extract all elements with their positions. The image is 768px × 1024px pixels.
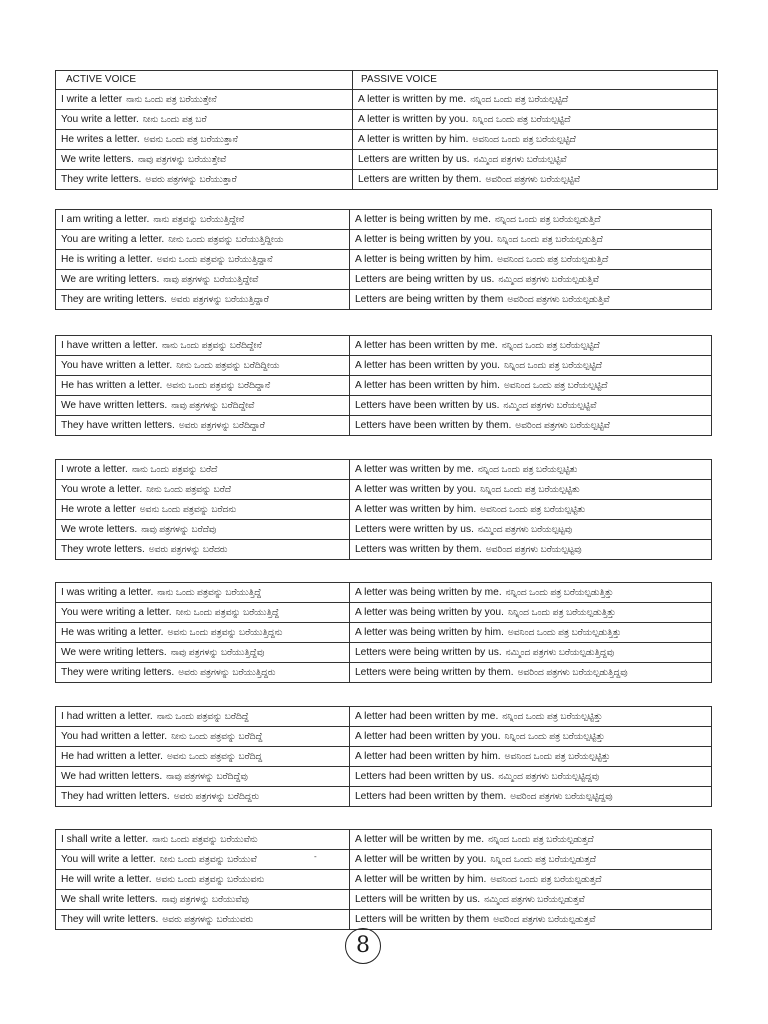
table-row [56,150,718,170]
english-sentence: A letter was written by him. [355,504,477,515]
kannada-translation: ಅವನಿಂದ ಒಂದು ಪತ್ರ ಬರೆಯಲ್ಪಟ್ಟಿದೆ [472,134,576,144]
voice-table-simple-present [55,70,718,190]
kannada-translation: ಅವನು ಒಂದು ಪತ್ರವನ್ನು ಬರೆಯುತ್ತಿದ್ದಾನೆ [156,254,273,264]
passive-voice-cell [350,500,712,520]
table-row [56,623,712,643]
active-voice-cell [56,623,350,643]
active-voice-cell [56,290,350,310]
passive-voice-cell [350,250,712,270]
english-sentence: I write a letter [61,94,123,105]
active-voice-cell [56,747,350,767]
active-voice-cell [56,663,350,683]
english-sentence: Letters were being written by them. [355,667,514,678]
active-voice-cell [56,416,350,436]
table-row [56,643,712,663]
kannada-translation: ಅವನಿಂದ ಒಂದು ಪತ್ರ ಬರೆಯಲ್ಪಡುತ್ತಿತ್ತು [507,627,622,637]
table-row [56,376,712,396]
kannada-translation: ನಿನ್ನಿಂದ ಒಂದು ಪತ್ರ ಬರೆಯಲ್ಪಡುತ್ತದೆ [490,854,596,864]
passive-voice-cell [353,110,718,130]
english-sentence: We wrote letters. [61,524,138,535]
kannada-translation: ನನ್ನಿಂದ ಒಂದು ಪತ್ರ ಬರೆಯಲ್ಪಟ್ಟಿತು [477,464,578,474]
kannada-translation: ನಮ್ಮಿಂದ ಪತ್ರಗಳು ಬರೆಯಲ್ಪಡುತ್ತಿವೆ [498,274,599,284]
table-row [56,500,712,520]
stray-pen-mark: - [314,852,317,861]
english-sentence: They have written letters. [61,420,175,431]
kannada-translation: ಅವನು ಒಂದು ಪತ್ರವನ್ನು ಬರೆಯುವನು [155,874,265,884]
kannada-translation: ನಾನು ಒಂದು ಪತ್ರವನ್ನು ಬರೆದಿದ್ದೇನೆ [161,340,262,350]
table-row [56,460,712,480]
english-sentence: We have written letters. [61,400,168,411]
table-row [56,396,712,416]
table-row [56,727,712,747]
table-row [56,130,718,150]
kannada-translation: ನಾನು ಪತ್ರವನ್ನು ಬರೆಯುತ್ತಿದ್ದೇನೆ [153,214,245,224]
passive-voice-cell [350,376,712,396]
passive-voice-cell [350,270,712,290]
table-row [56,910,712,930]
passive-voice-cell [350,663,712,683]
table-row [56,416,712,436]
kannada-translation: ನಿನ್ನಿಂದ ಒಂದು ಪತ್ರ ಬರೆಯಲ್ಪಡುತ್ತಿದೆ [497,234,603,244]
kannada-translation: ನಾನು ಒಂದು ಪತ್ರವನ್ನು ಬರೆದಿದ್ದೆ [156,711,249,721]
passive-voice-cell [350,336,712,356]
kannada-translation: ನಾವು ಪತ್ರಗಳನ್ನು ಬರೆದೆವು [141,524,217,534]
kannada-translation: ನೀನು ಒಂದು ಪತ್ರವನ್ನು ಬರೆಯುತ್ತಿದ್ದೀಯ [168,234,284,244]
voice-table-present-continuous [55,209,712,310]
english-sentence: You write a letter. [61,114,139,125]
kannada-translation: ಅವರು ಪತ್ರಗಳನ್ನು ಬರೆಯುವರು [162,914,254,924]
english-sentence: He had written a letter. [61,751,163,762]
english-sentence: A letter was being written by him. [355,627,504,638]
active-voice-cell [56,540,350,560]
english-sentence: I was writing a letter. [61,587,154,598]
english-sentence: We were writing letters. [61,647,167,658]
english-sentence: Letters are being written by us. [355,274,495,285]
table-row [56,663,712,683]
kannada-translation: ನಿನ್ನಿಂದ ಒಂದು ಪತ್ರ ಬರೆಯಲ್ಪಟ್ಟಿದೆ [472,114,571,124]
kannada-translation: ನಮ್ಮಿಂದ ಪತ್ರಗಳು ಬರೆಯಲ್ಪಟ್ಟಿವೆ [503,400,597,410]
page-number: 8 [345,928,381,964]
english-sentence: You had written a letter. [61,731,168,742]
table-row [56,787,712,807]
table-row [56,90,718,110]
kannada-translation: ನೀನು ಒಂದು ಪತ್ರವನ್ನು ಬರೆದೆ [146,484,232,494]
table-row [56,850,712,870]
table-row [56,170,718,190]
table-row [56,230,712,250]
english-sentence: A letter is written by him. [358,134,469,145]
kannada-translation: ನಮ್ಮಿಂದ ಪತ್ರಗಳು ಬರೆಯಲ್ಪಟ್ಟವು [477,524,573,534]
voice-table-present-perfect [55,335,712,436]
kannada-translation: ಅವರಿಂದ ಪತ್ರಗಳು ಬರೆಯಲ್ಪಟ್ಟಿವೆ [515,420,610,430]
english-sentence: He will write a letter. [61,874,152,885]
english-sentence: A letter will be written by you. [355,854,487,865]
passive-voice-cell [353,130,718,150]
kannada-translation: ಅವರಿಂದ ಪತ್ರಗಳು ಬರೆಯಲ್ಪಟ್ಟಿದ್ದವು [510,791,613,801]
table-row [56,480,712,500]
kannada-translation: ಅವನಿಂದ ಒಂದು ಪತ್ರ ಬರೆಯಲ್ಪಡುತ್ತಿದೆ [497,254,609,264]
kannada-translation: ಅವರು ಪತ್ರಗಳನ್ನು ಬರೆದರು [148,544,228,554]
english-sentence: Letters have been written by us. [355,400,500,411]
active-voice-cell [56,230,350,250]
active-voice-cell [56,910,350,930]
active-voice-cell [56,830,350,850]
kannada-translation: ಅವರಿಂದ ಪತ್ರಗಳು ಬರೆಯಲ್ಪಡುತ್ತಿವೆ [507,294,610,304]
english-sentence: He is writing a letter. [61,254,153,265]
english-sentence: We are writing letters. [61,274,160,285]
english-sentence: A letter had been written by him. [355,751,501,762]
table-row [56,290,712,310]
kannada-translation: ನಾವು ಪತ್ರಗಳನ್ನು ಬರೆಯುತ್ತೇವೆ [137,154,227,164]
kannada-translation: ನಮ್ಮಿಂದ ಪತ್ರಗಳು ಬರೆಯಲ್ಪಡುತ್ತವೆ [484,894,585,904]
passive-voice-cell [350,460,712,480]
passive-voice-cell [350,890,712,910]
english-sentence: He wrote a letter [61,504,136,515]
kannada-translation: ನಾವು ಪತ್ರಗಳನ್ನು ಬರೆದಿದ್ದೇವೆ [171,400,255,410]
active-voice-cell [56,356,350,376]
active-voice-cell [56,787,350,807]
active-voice-cell [56,727,350,747]
passive-voice-cell [350,290,712,310]
passive-voice-cell [350,643,712,663]
english-sentence: They were writing letters. [61,667,175,678]
passive-voice-cell [350,767,712,787]
table-row [56,767,712,787]
english-sentence: A letter is being written by you. [355,234,494,245]
passive-voice-cell [350,830,712,850]
active-voice-cell [56,110,353,130]
kannada-translation: ನನ್ನಿಂದ ಒಂದು ಪತ್ರ ಬರೆಯಲ್ಪಟ್ಟಿದೆ [501,340,600,350]
active-voice-cell [56,583,350,603]
kannada-translation: ನಾವು ಪತ್ರಗಳನ್ನು ಬರೆಯುತ್ತಿದ್ದೆವು [170,647,265,657]
active-voice-cell [56,170,353,190]
english-sentence: Letters will be written by us. [355,894,481,905]
kannada-translation: ನನ್ನಿಂದ ಒಂದು ಪತ್ರ ಬರೆಯಲ್ಪಟ್ಟಿತ್ತು [502,711,603,721]
english-sentence: A letter had been written by me. [355,711,499,722]
kannada-translation: ನಮ್ಮಿಂದ ಪತ್ರಗಳು ಬರೆಯಲ್ಪಡುತ್ತಿದ್ದವು [505,647,615,657]
english-sentence: I have written a letter. [61,340,158,351]
passive-voice-cell [350,416,712,436]
passive-voice-cell [350,230,712,250]
active-voice-cell [56,500,350,520]
passive-voice-cell [353,90,718,110]
english-sentence: A letter is being written by me. [355,214,491,225]
english-sentence: A letter has been written by him. [355,380,500,391]
kannada-translation: ಅವರು ಪತ್ರಗಳನ್ನು ಬರೆದಿದ್ದಾರೆ [178,420,265,430]
passive-voice-cell [350,603,712,623]
english-sentence: You have written a letter. [61,360,173,371]
table-row [56,250,712,270]
table-row [56,210,712,230]
english-sentence: He has written a letter. [61,380,163,391]
passive-voice-cell [350,396,712,416]
passive-voice-cell [350,480,712,500]
kannada-translation: ನನ್ನಿಂದ ಒಂದು ಪತ್ರ ಬರೆಯಲ್ಪಡುತ್ತದೆ [488,834,594,844]
kannada-translation: ನಮ್ಮಿಂದ ಪತ್ರಗಳು ಬರೆಯಲ್ಪಟ್ಟಿದ್ದವು [498,771,600,781]
english-sentence: A letter will be written by him. [355,874,487,885]
english-sentence: They write letters. [61,174,142,185]
table-row [56,747,712,767]
passive-voice-cell [350,870,712,890]
english-sentence: Letters will be written by them [355,914,490,925]
active-voice-cell [56,270,350,290]
english-sentence: Letters have been written by them. [355,420,512,431]
active-voice-cell [56,376,350,396]
active-voice-cell [56,767,350,787]
active-voice-cell [56,643,350,663]
english-sentence: A letter is written by me. [358,94,467,105]
active-voice-cell [56,250,350,270]
kannada-translation: ಅವರು ಪತ್ರಗಳನ್ನು ಬರೆಯುತ್ತಿದ್ದರು [178,667,276,677]
voice-table-past-continuous [55,582,712,683]
passive-voice-cell [350,707,712,727]
kannada-translation: ಅವನು ಒಂದು ಪತ್ರವನ್ನು ಬರೆಯುತ್ತಿದ್ದನು [167,627,283,637]
kannada-translation: ನಾನು ಒಂದು ಪತ್ರವನ್ನು ಬರೆಯುತ್ತಿದ್ದೆ [157,587,262,597]
kannada-translation: ಅವನು ಒಂದು ಪತ್ರವನ್ನು ಬರೆದಿದ್ದಾನೆ [166,380,271,390]
kannada-translation: ನೀನು ಒಂದು ಪತ್ರವನ್ನು ಬರೆಯುವೆ [159,854,257,864]
english-sentence: He writes a letter. [61,134,140,145]
kannada-translation: ನಾನು ಒಂದು ಪತ್ರ ಬರೆಯುತ್ತೇನೆ [126,94,217,104]
voice-table-past-perfect [55,706,712,807]
active-voice-cell [56,870,350,890]
table-row [56,520,712,540]
kannada-translation: ನಿನ್ನಿಂದ ಒಂದು ಪತ್ರ ಬರೆಯಲ್ಪಟ್ಟಿದೆ [503,360,602,370]
english-sentence: A letter had been written by you. [355,731,501,742]
english-sentence: A letter was being written by me. [355,587,502,598]
passive-voice-cell [350,727,712,747]
table-row [56,603,712,623]
kannada-translation: ಅವನು ಒಂದು ಪತ್ರ ಬರೆಯುತ್ತಾನೆ [143,134,238,144]
active-voice-cell [56,336,350,356]
table-row [56,830,712,850]
english-sentence: You are writing a letter. [61,234,165,245]
passive-voice-cell [350,540,712,560]
passive-voice-cell [350,747,712,767]
passive-voice-cell [350,623,712,643]
active-voice-cell [56,130,353,150]
passive-voice-cell [350,210,712,230]
kannada-translation: ನಾವು ಪತ್ರಗಳನ್ನು ಬರೆಯುವೆವು [161,894,249,904]
english-sentence: Letters are written by them. [358,174,482,185]
kannada-translation: ಅವರು ಪತ್ರಗಳನ್ನು ಬರೆಯುತ್ತಿದ್ದಾರೆ [170,294,269,304]
kannada-translation: ನಮ್ಮಿಂದ ಪತ್ರಗಳು ಬರೆಯಲ್ಪಟ್ಟಿವೆ [473,154,567,164]
active-voice-cell [56,210,350,230]
active-voice-cell [56,850,350,870]
active-voice-cell [56,520,350,540]
english-sentence: A letter was written by me. [355,464,474,475]
english-sentence: You were writing a letter. [61,607,172,618]
kannada-translation: ಅವನಿಂದ ಒಂದು ಪತ್ರ ಬರೆಯಲ್ಪಡುತ್ತದೆ [490,874,602,884]
english-sentence: They wrote letters. [61,544,145,555]
kannada-translation: ನೀನು ಒಂದು ಪತ್ರವನ್ನು ಬರೆದಿದ್ದೆ [171,731,263,741]
english-sentence: A letter is being written by him. [355,254,494,265]
english-sentence: Letters were written by us. [355,524,474,535]
english-sentence: A letter was written by you. [355,484,477,495]
kannada-translation: ನೀನು ಒಂದು ಪತ್ರವನ್ನು ಬರೆದಿದ್ದೀಯ [176,360,280,370]
active-voice-cell [56,460,350,480]
table-row [56,540,712,560]
active-voice-cell [56,707,350,727]
kannada-translation: ನಾನು ಒಂದು ಪತ್ರವನ್ನು ಬರೆಯುವೆನು [152,834,258,844]
passive-voice-cell [350,356,712,376]
english-sentence: A letter will be written by me. [355,834,485,845]
english-sentence: A letter is written by you. [358,114,469,125]
english-sentence: They are writing letters. [61,294,167,305]
kannada-translation: ನೀನು ಒಂದು ಪತ್ರವನ್ನು ಬರೆಯುತ್ತಿದ್ದೆ [175,607,280,617]
active-voice-cell [56,396,350,416]
kannada-translation: ನಿನ್ನಿಂದ ಒಂದು ಪತ್ರ ಬರೆಯಲ್ಪಡುತ್ತಿತ್ತು [507,607,616,617]
kannada-translation: ಅವರು ಪತ್ರಗಳನ್ನು ಬರೆಯುತ್ತಾರೆ [145,174,237,184]
kannada-translation: ನಿನ್ನಿಂದ ಒಂದು ಪತ್ರ ಬರೆಯಲ್ಪಟ್ಟಿತ್ತು [504,731,605,741]
active-voice-header: ACTIVE VOICE [56,71,353,90]
english-sentence: Letters was written by them. [355,544,482,555]
kannada-translation: ನಾನು ಒಂದು ಪತ್ರವನ್ನು ಬರೆದೆ [131,464,218,474]
english-sentence: He was writing a letter. [61,627,164,638]
active-voice-cell [56,603,350,623]
voice-table-simple-past [55,459,712,560]
table-row [56,870,712,890]
table-row [56,707,712,727]
table-row [56,890,712,910]
english-sentence: A letter has been written by you. [355,360,500,371]
english-sentence: Letters are being written by them [355,294,504,305]
passive-voice-cell [350,520,712,540]
active-voice-cell [56,480,350,500]
english-sentence: I am writing a letter. [61,214,150,225]
kannada-translation: ನನ್ನಿಂದ ಒಂದು ಪತ್ರ ಬರೆಯಲ್ಪಡುತ್ತಿತ್ತು [505,587,614,597]
kannada-translation: ಅವನು ಒಂದು ಪತ್ರವನ್ನು ಬರೆದಿದ್ದ [166,751,263,761]
passive-voice-cell [350,787,712,807]
english-sentence: We write letters. [61,154,134,165]
voice-table-simple-future [55,829,712,930]
active-voice-cell [56,890,350,910]
kannada-translation: ನನ್ನಿಂದ ಒಂದು ಪತ್ರ ಬರೆಯಲ್ಪಡುತ್ತಿದೆ [494,214,601,224]
passive-voice-cell [350,850,712,870]
kannada-translation: ನಿನ್ನಿಂದ ಒಂದು ಪತ್ರ ಬರೆಯಲ್ಪಟ್ಟಿತು [480,484,580,494]
kannada-translation: ಅವರಿಂದ ಪತ್ರಗಳು ಬರೆಯಲ್ಪಡುತ್ತಿದ್ದವು [517,667,628,677]
english-sentence: We had written letters. [61,771,163,782]
passive-voice-cell [350,910,712,930]
english-sentence: They had written letters. [61,791,170,802]
kannada-translation: ಅವನಿಂದ ಒಂದು ಪತ್ರ ಬರೆಯಲ್ಪಟ್ಟಿತ್ತು [504,751,611,761]
english-sentence: A letter has been written by me. [355,340,498,351]
table-header-row [56,71,718,90]
english-sentence: I had written a letter. [61,711,153,722]
english-sentence: They will write letters. [61,914,159,925]
kannada-translation: ಅವರಿಂದ ಪತ್ರಗಳು ಬರೆಯಲ್ಪಡುತ್ತವೆ [493,914,596,924]
english-sentence: A letter was being written by you. [355,607,504,618]
english-sentence: Letters had been written by them. [355,791,507,802]
english-sentence: Letters were being written by us. [355,647,502,658]
kannada-translation: ಅವನಿಂದ ಒಂದು ಪತ್ರ ಬರೆಯಲ್ಪಟ್ಟಿದೆ [503,380,608,390]
kannada-translation: ನಾವು ಪತ್ರಗಳನ್ನು ಬರೆದಿದ್ದೆವು [166,771,248,781]
english-sentence: You will write a letter. [61,854,156,865]
kannada-translation: ಅವನಿಂದ ಒಂದು ಪತ್ರ ಬರೆಯಲ್ಪಟ್ಟಿತು [480,504,586,514]
table-row [56,356,712,376]
kannada-translation: ಅವರಿಂದ ಪತ್ರಗಳು ಬರೆಯಲ್ಪಟ್ಟವು [485,544,582,554]
english-sentence: We shall write letters. [61,894,158,905]
table-row [56,110,718,130]
passive-voice-header: PASSIVE VOICE [353,71,718,90]
kannada-translation: ನನ್ನಿಂದ ಒಂದು ಪತ್ರ ಬರೆಯಲ್ಪಟ್ಟಿದೆ [470,94,569,104]
passive-voice-cell [350,583,712,603]
active-voice-cell [56,90,353,110]
english-sentence: You wrote a letter. [61,484,143,495]
passive-voice-cell [353,170,718,190]
table-row [56,583,712,603]
kannada-translation: ನಾವು ಪತ್ರಗಳನ್ನು ಬರೆಯುತ್ತಿದ್ದೇವೆ [163,274,259,284]
english-sentence: Letters had been written by us. [355,771,495,782]
english-sentence: I wrote a letter. [61,464,128,475]
kannada-translation: ಅವನು ಒಂದು ಪತ್ರವನ್ನು ಬರೆದನು [139,504,237,514]
english-sentence: Letters are written by us. [358,154,470,165]
table-row [56,270,712,290]
english-sentence: I shall write a letter. [61,834,149,845]
passive-voice-cell [353,150,718,170]
kannada-translation: ಅವರಿಂದ ಪತ್ರಗಳು ಬರೆಯಲ್ಪಟ್ಟಿವೆ [485,174,580,184]
table-row [56,336,712,356]
active-voice-cell [56,150,353,170]
kannada-translation: ಅವರು ಪತ್ರಗಳನ್ನು ಬರೆದಿದ್ದರು [173,791,260,801]
kannada-translation: ನೀನು ಒಂದು ಪತ್ರ ಬರೆ [142,114,207,124]
